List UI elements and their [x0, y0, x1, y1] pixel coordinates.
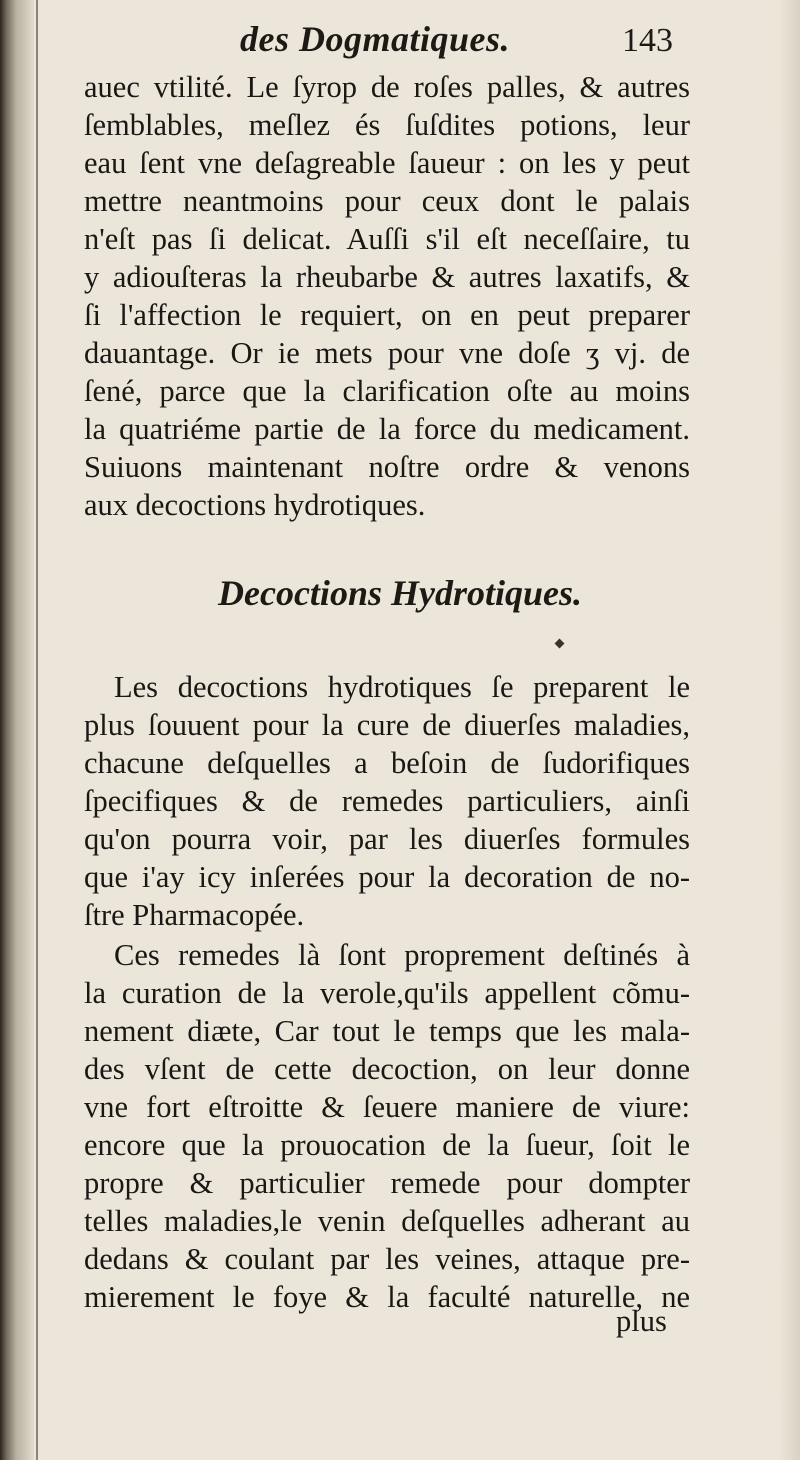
- text-line: Ces remedes là ſont proprement deſtinés à: [114, 938, 690, 972]
- ornament-mark: [555, 639, 565, 649]
- text-line: dauantage. Or ie mets pour vne doſe ʒ vj. de: [84, 336, 690, 370]
- paragraph-2: [84, 668, 690, 934]
- book-spine-shadow: [0, 0, 34, 1460]
- text-line: des vſent de cette decoction, on leur donne: [84, 1052, 690, 1086]
- running-head: [0, 12, 800, 72]
- running-title: des Dogmatiques.: [240, 19, 511, 59]
- catchword: plus: [616, 1304, 667, 1338]
- text-line: n'eſt pas ſi delicat. Auſſi s'il eſt neceſſaire, tu: [84, 222, 690, 256]
- page-edge: [778, 0, 800, 1460]
- text-line: la quatriéme partie de la force du medicament.: [84, 412, 690, 446]
- text-line: propre & particulier remede pour dompter: [84, 1166, 690, 1200]
- paragraph-1: [84, 68, 690, 524]
- text-line: vne fort eſtroitte & ſeuere maniere de viure:: [84, 1090, 690, 1124]
- text-line: que i'ay icy inſerées pour la decoration de no-: [84, 860, 690, 894]
- text-line: ſi l'affection le requiert, on en peut preparer: [84, 298, 690, 332]
- text-line: nement diæte, Car tout le temps que les mala-: [84, 1014, 690, 1048]
- text-line: Suiuons maintenant noſtre ordre & venons: [84, 450, 690, 484]
- text-line: Les decoctions hydrotiques ſe preparent le: [114, 670, 690, 704]
- text-line: eau ſent vne deſagreable ſaueur : on les y peut: [84, 146, 690, 180]
- text-line: dedans & coulant par les veines, attaque pre-: [84, 1242, 690, 1276]
- text-line: mierement le foye & la faculté naturelle, ne: [84, 1280, 690, 1314]
- text-line: chacune deſquelles a beſoin de ſudorifiques: [84, 746, 690, 780]
- text-line: ſpecifiques & de remedes particuliers, ainſi: [84, 784, 690, 818]
- text-line: qu'on pourra voir, par les diuerſes formules: [84, 822, 690, 856]
- page-number: 143: [622, 22, 673, 59]
- text-line: aux decoctions hydrotiques.: [84, 488, 426, 522]
- section-heading: Decoctions Hydrotiques.: [218, 573, 582, 613]
- text-line: y adiouſteras la rheubarbe & autres laxatifs, &: [84, 260, 690, 294]
- text-line: la curation de la verole,qu'ils appellent cõmu-: [84, 976, 690, 1010]
- gutter-line: [36, 0, 38, 1460]
- text-line: ſtre Pharmacopée.: [84, 898, 305, 932]
- paragraph-3: [84, 936, 690, 1316]
- text-line: mettre neantmoins pour ceux dont le palais: [84, 184, 690, 218]
- text-line: ſené, parce que la clarification oſte au moins: [84, 374, 690, 408]
- text-line: ſemblables, meſlez és ſuſdites potions, leur: [84, 108, 690, 142]
- text-line: encore que la prouocation de la ſueur, ſoit le: [84, 1128, 690, 1162]
- text-line: auec vtilité. Le ſyrop de roſes palles, & autres: [84, 70, 690, 104]
- text-line: plus ſouuent pour la cure de diuerſes maladies,: [84, 708, 690, 742]
- text-line: telles maladies,le venin deſquelles adherant au: [84, 1204, 690, 1238]
